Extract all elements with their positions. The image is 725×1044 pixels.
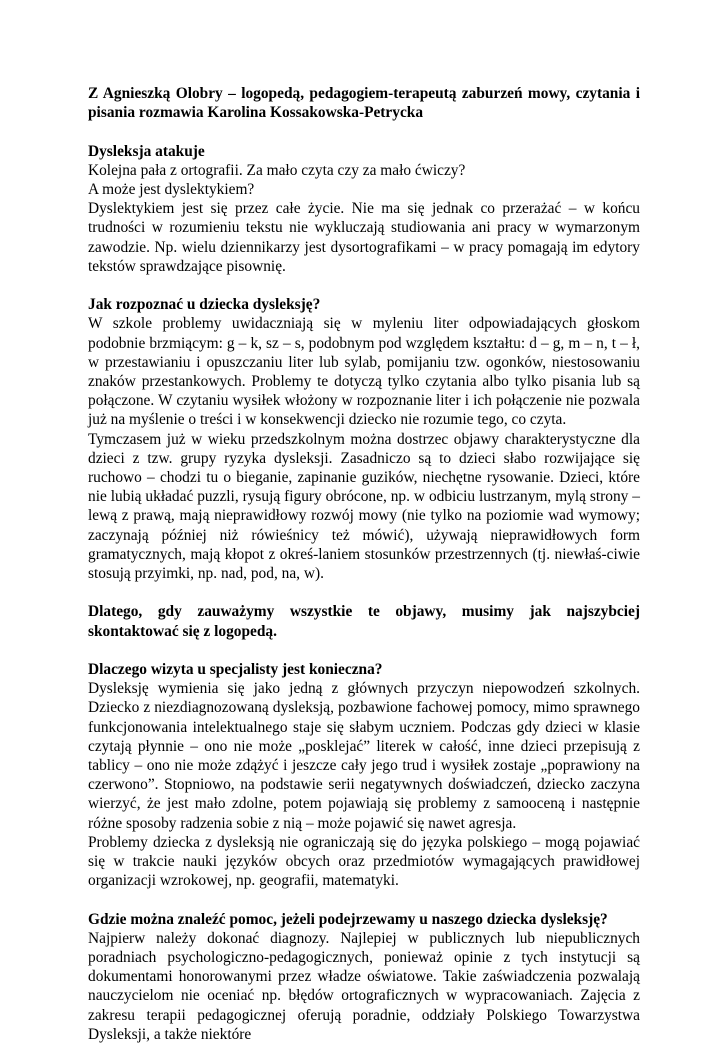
document-page xyxy=(88,84,640,1044)
spacer xyxy=(88,583,640,602)
spacer xyxy=(88,641,640,660)
heading-jak-rozpoznac: Jak rozpoznać u dziecka dysleksję? xyxy=(88,296,321,314)
heading-gdzie-pomoc: Gdzie można znaleźć pomoc, jeżeli podejrzewamy u naszego dziecka dysleksję? xyxy=(88,910,608,928)
paragraph: Tymczasem już w wieku przedszkolnym można dostrzec objawy charakterystyczne dla dzieci z tzw. grupy ryzyka dysleksji. Zasadniczo są to dzieci słabo rozwijające się ruchowo – chodzi tu o bieganie, zapinanie guzików, niechętne rysowanie. Dzieci, które nie lubią układać puzzli, rysują figury obrócone, np. w odbiciu lustrzanym, mylą strony – lewą z prawą, mają nieprawidłowy rozwój mowy (nie tylko na poziomie wad wymowy; zaczynają później niż rówieśnicy też mówić), używają nieprawidłowych form gramatycznych, mają kłopot z okreś-laniem stosunków przestrzennych (tj. niewłaś-ciwie stosują przyimki, np. nad, pod, na, w). xyxy=(88,430,640,583)
paragraph: Dyslektykiem jest się przez całe życie. Nie ma się jednak co przerażać – w końcu trudności w rozumieniu tekstu nie wykluczają studiowania ani pracy w wymarzonym zawodzie. Np. wielu dziennikarzy jest dysortografikami – w pracy pomagają im edytory tekstów sprawdzające pisownię. xyxy=(88,200,640,275)
paragraph: Dysleksję wymienia się jako jedną z głównych przyczyn niepowodzeń szkolnych. Dziecko z niezdiagnozowaną dysleksją, pozbawione fachowej pomocy, mimo sprawnego funkcjonowania intelektualnego staje się słabym uczniem. Podczas gdy dzieci w klasie czytają płynnie – ono nie może „posklejać” literek w całość, inne dzieci przepisują z tablicy – ono nie może zdążyć i jeszcze cały jego trud i wysiłek zostaje „poprawiony na czerwono”. Stopniowo, na podstawie serii negatywnych doświadczeń, dziecko zaczyna wierzyć, że jest mało zdolne, potem pojawiają się problemy z samooceną i następnie różne sposoby radzenia sobie z nią – może pojawić się nawet agresja. xyxy=(88,680,640,832)
spacer xyxy=(88,276,640,295)
spacer xyxy=(88,890,640,909)
question-line: A może jest dyslektykiem? xyxy=(88,181,255,198)
paragraph: Problemy dziecka z dysleksją nie ograniczają się do języka polskiego – mogą pojawiać się w trakcie nauki języków obcych oraz przedmiotów wymagających prawidłowej organizacji wzrokowej, np. geografii, matematyki. xyxy=(88,833,640,890)
question-line: Kolejna pała z ortografii. Za mało czyta czy za mało ćwiczy? xyxy=(88,161,466,179)
callout-logopeda: Dlatego, gdy zauważymy wszystkie te objawy, musimy jak najszybciej skontaktować się z logopedą. xyxy=(88,603,640,640)
heading-dlaczego-wizyta: Dlaczego wizyta u specjalisty jest konieczna? xyxy=(88,661,383,679)
paragraph: W szkole problemy uwidaczniają się w myleniu liter odpowiadających głoskom podobnie brzmiącym: g – k, sz – s, podobnym pod względem kształtu: d – g, m – n, t – ł, w przestawianiu i opuszczaniu liter lub sylab, pomijaniu tzw. ogonków, niestosowaniu znaków przestankowych. Problemy te dotyczą tylko czytania albo tylko pisania lub są połączone. W czytaniu wysiłek włożony w rozpoznanie liter i ich połączenie nie pozwala już na myślenie o treści i w konsekwencji dziecko nie rozumie tego, co czyta. xyxy=(88,315,640,429)
paragraph: Najpierw należy dokonać diagnozy. Najlepiej w publicznych lub niepublicznych poradniach psychologiczno-pedagogicznych, ponieważ opinie z tych instytucji są dokumentami honorowanymi przez władze oświatowe. Takie zaświadczenia pozwalają nauczycielom nie oceniać np. błędów ortograficznych w wypracowaniach. Zajęcia z zakresu terapii pedagogicznej oferują poradnie, oddziały Polskiego Towarzystwa Dysleksji, a także niektóre xyxy=(88,929,640,1043)
interview-intro: Z Agnieszką Olobry – logopedą, pedagogiem-terapeutą zaburzeń mowy, czytania i pisania rozmawia Karolina Kossakowska-Petrycka xyxy=(88,85,640,122)
spacer xyxy=(88,122,640,141)
heading-dysleksja-atakuje: Dysleksja atakuje xyxy=(88,142,205,160)
